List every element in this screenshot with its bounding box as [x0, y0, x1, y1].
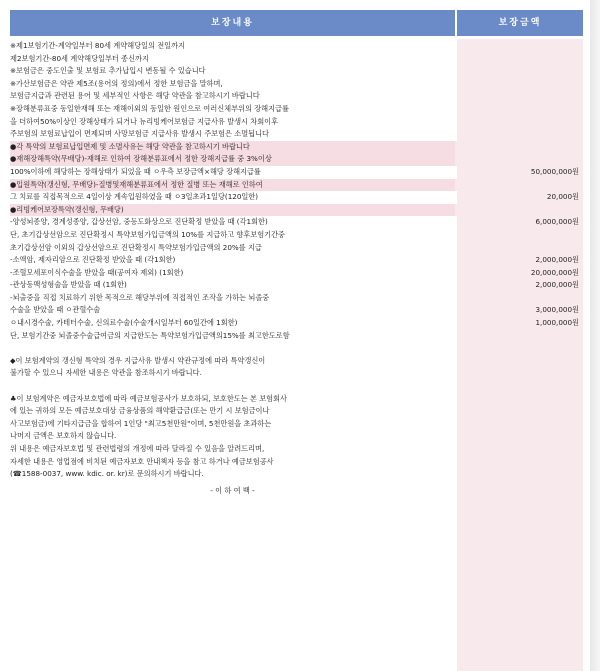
coverage-amount: 2,000,000원 [535, 280, 579, 290]
coverage-amount: 20,000,000원 [530, 267, 579, 277]
coverage-row [10, 166, 583, 179]
coverage-row [10, 242, 583, 255]
coverage-row [10, 342, 583, 355]
coverage-row [10, 330, 583, 343]
coverage-text: ※제1보험기간-계약일부터 80세 계약해당일의 전일까지 [10, 41, 185, 50]
coverage-header: 보장내용 [10, 10, 455, 36]
coverage-row [10, 90, 583, 103]
coverage-row [10, 65, 583, 78]
coverage-text: 위 내용은 예금자보호법 및 관련법령의 개정에 따라 달라질 수 있음을 알려드리며, [10, 444, 265, 453]
coverage-row [10, 204, 583, 217]
coverage-text: ※가산보험금은 약관 제5조(용어의 정의)에서 정한 보험금을 말하며, [10, 78, 223, 88]
coverage-text: 단, 초기갑상선암으로 진단확정시 특약보험가입금액의 10%를 지급하고 향후보험기간중 [10, 229, 285, 239]
coverage-text: -관상동맥성형술을 받았을 때 (1회한) [10, 280, 127, 290]
coverage-rows [10, 40, 583, 497]
coverage-text: ●입원특약(갱신형, 무배당)-질병및재해분류표에서 정한 질병 또는 재해로 인하여 [10, 179, 263, 189]
coverage-row [10, 292, 583, 305]
coverage-row [10, 456, 583, 469]
coverage-row [10, 179, 583, 192]
coverage-row [10, 317, 583, 330]
coverage-row [10, 468, 583, 481]
coverage-row [10, 116, 583, 129]
coverage-row [10, 443, 583, 456]
coverage-row [10, 254, 583, 267]
coverage-row [10, 355, 583, 368]
coverage-row [10, 153, 583, 166]
coverage-row [10, 78, 583, 91]
coverage-amount: 6,000,000원 [535, 217, 579, 227]
coverage-text: ※보험금은 중도인출 및 보험료 추가납입시 변동될 수 있습니다 [10, 66, 206, 76]
coverage-row [10, 367, 583, 380]
end-marker: - 이 하 여 백 - [210, 485, 255, 495]
coverage-amount: 50,000,000원 [530, 166, 579, 176]
coverage-text: 나머지 금액은 보호하지 않습니다. [10, 431, 117, 441]
coverage-text: 단, 보험기간중 뇌졸중수술급여금의 지급한도는 특약보험가입금액의15%를 최고한도로함 [10, 330, 290, 340]
coverage-text: ●재해장해특약(무배당)-재해로 인하여 장해분류표에서 정한 장해지급률 중 3%이상 [10, 154, 272, 164]
coverage-amount: 3,000,000원 [535, 305, 579, 315]
coverage-row [10, 430, 583, 443]
coverage-row [10, 267, 583, 280]
coverage-text: ♣이 보험계약은 예금자보호법에 따라 예금보험공사가 보호하되, 보호한도는 본 보험회사 [10, 393, 287, 403]
coverage-amount: 2,000,000원 [535, 255, 579, 265]
coverage-text: 수술을 받았을 때 ㅇ관혈수술 [10, 305, 101, 315]
coverage-text: 자세한 내용은 영업점에 비치된 예금자보호 안내책자 등을 참고 하거나 예금보험공사 [10, 456, 274, 466]
coverage-row [10, 103, 583, 116]
coverage-text: 을 더하여50%이상인 장해상태가 되거나 뉴리빙케어보험금 지급사유 발생시 차회이후 [10, 116, 279, 126]
coverage-row [10, 304, 583, 317]
coverage-row [10, 393, 583, 406]
coverage-amount: 20,000원 [546, 192, 579, 202]
coverage-text: ◆이 보험계약의 갱신형 특약의 경우 지급사유 발생시 약관규정에 따라 특약갱신이 [10, 355, 266, 365]
coverage-row [10, 380, 583, 393]
coverage-row [10, 418, 583, 431]
coverage-row [10, 53, 583, 66]
coverage-text: ●각 특약의 보험료납입면제 및 소멸사유는 해당 약관을 참고하시기 바랍니다 [10, 141, 250, 151]
coverage-text: ㅇ내시경수술, 카테터수술, 신의료수술(수술개시일부터 60일간에 1회한) [10, 318, 238, 328]
coverage-text: 보험금지급과 관련된 용어 및 세부적인 사항은 해당 약관을 참고하시기 바랍니다 [10, 91, 260, 101]
page-edge-shadow [590, 0, 600, 671]
coverage-row [10, 191, 583, 204]
coverage-row [10, 128, 583, 141]
coverage-row [10, 229, 583, 242]
coverage-text: ※장해분류표중 동일한재해 또는 재해이외의 동일한 원인으로 여러신체부위의 장해지급률 [10, 103, 289, 113]
coverage-text: 초기갑상선암 이외의 갑상선암으로 진단확정시 특약보험가입금액의 20%를 지급 [10, 242, 262, 252]
coverage-text: 주보험의 보험료납입이 면제되며 사망보험금 지급사유 발생시 주보험은 소멸됩니다 [10, 129, 270, 139]
coverage-text: 불가할 수 있으니 자세한 내용은 약관을 참조하시기 바랍니다. [10, 368, 202, 378]
coverage-amount: 1,000,000원 [535, 318, 579, 328]
coverage-row [10, 40, 583, 53]
coverage-row [10, 279, 583, 292]
coverage-row [10, 405, 583, 418]
coverage-row [10, 141, 583, 154]
coverage-row [10, 216, 583, 229]
amount-header: 보장금액 [457, 10, 583, 36]
coverage-text: -양성뇌종양, 경계성종양, 갑상선암, 중등도화상으로 진단확정 받았을 때 (각1회한) [10, 217, 268, 227]
coverage-text: -소액암, 제자리암으로 진단확정 받았을 때 (각1회한) [10, 255, 176, 265]
coverage-text: -조혈모세포이식수술을 받았을 때(공여자 제외) (1회한) [10, 267, 184, 277]
coverage-text: 그 치료를 직접목적으로 4일이상 계속입원하였을 때 ㅇ3일초과1일당(120일한) [10, 192, 259, 202]
coverage-text: ●리빙케어보장특약(갱신형, 무배당) [10, 204, 124, 214]
coverage-text: 에 있는 귀하의 모든 예금보호대상 금융상품의 해약환급금(또는 만기 시 보험금이나 [10, 406, 270, 416]
coverage-text: 100%이하에 해당하는 장해상태가 되었을 때 ㅇ우측 보장금액×해당 장해지급률 [10, 166, 261, 176]
coverage-text: 제2보험기간-80세 계약해당일부터 종신까지 [10, 53, 149, 63]
document-page [10, 10, 583, 671]
coverage-text: (☎1588-0037, www. kdic. or. kr)로 문의하시기 바랍니다. [10, 469, 204, 479]
coverage-text: 사고보험금)에 기타지급금을 합하여 1인당 "최고5천만원"이며, 5천만원을 초과하는 [10, 418, 272, 428]
coverage-text: -뇌출중을 직접 치료하기 위한 목적으로 해당부위에 직접적인 조작을 가하는 뇌졸중 [10, 292, 270, 302]
